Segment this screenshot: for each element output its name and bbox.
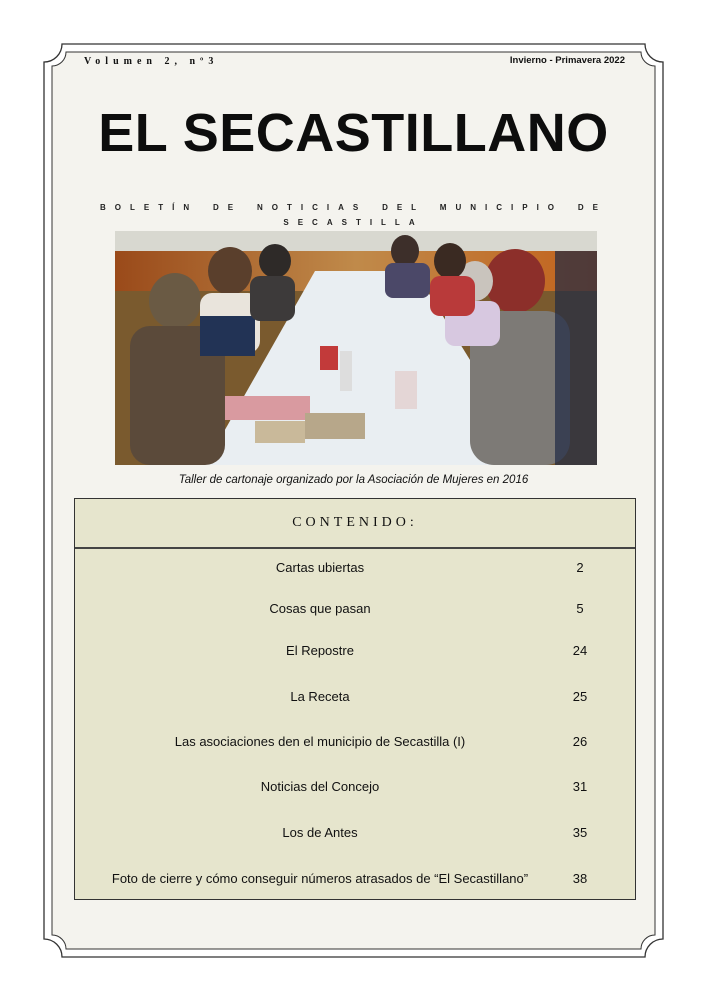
toc-item (75, 643, 637, 663)
toc-item-page: 25 (572, 689, 588, 704)
season-label: Invierno - Primavera 2022 (509, 55, 625, 66)
toc-item-title: Cartas ubiertas (275, 560, 365, 575)
toc-item-title: Cosas que pasan (269, 601, 371, 616)
toc-item-title: La Receta (290, 689, 350, 704)
toc-item (75, 871, 637, 891)
cover-photo (115, 231, 597, 465)
toc-item (75, 825, 637, 845)
photo-caption: Taller de cartonaje organizado por la Asociación de Mujeres en 2016 (178, 474, 529, 486)
toc-item-title: Noticias del Concejo (260, 779, 380, 794)
volume-label: Volumen 2, nº3 (84, 56, 219, 67)
toc-item-page: 35 (572, 825, 588, 840)
toc-item (75, 601, 637, 621)
toc-item-page: 26 (572, 734, 588, 749)
toc-item-page: 38 (572, 871, 588, 886)
masthead-title: EL SECASTILLANO (98, 103, 609, 163)
toc-item-title: Los de Antes (282, 825, 358, 840)
masthead-subtitle: BOLETÍN DE NOTICIAS DEL MUNICIPIO DE SECASTILLA (100, 203, 607, 227)
toc-item-title: El Repostre (286, 643, 354, 658)
toc-item-page: 2 (576, 560, 584, 575)
table-of-contents (74, 498, 636, 900)
toc-item (75, 734, 637, 754)
toc-item-page: 31 (572, 779, 588, 794)
toc-item-title: Foto de cierre y cómo conseguir números atrasados de “El Secastillano” (111, 871, 529, 886)
toc-item-page: 24 (572, 643, 588, 658)
toc-item (75, 560, 637, 580)
toc-item (75, 779, 637, 799)
toc-item-page: 5 (576, 601, 584, 616)
toc-item-title: Las asociaciones den el municipio de Secastilla (I) (174, 734, 466, 749)
toc-item (75, 689, 637, 709)
toc-heading: CONTENIDO: (75, 499, 635, 549)
